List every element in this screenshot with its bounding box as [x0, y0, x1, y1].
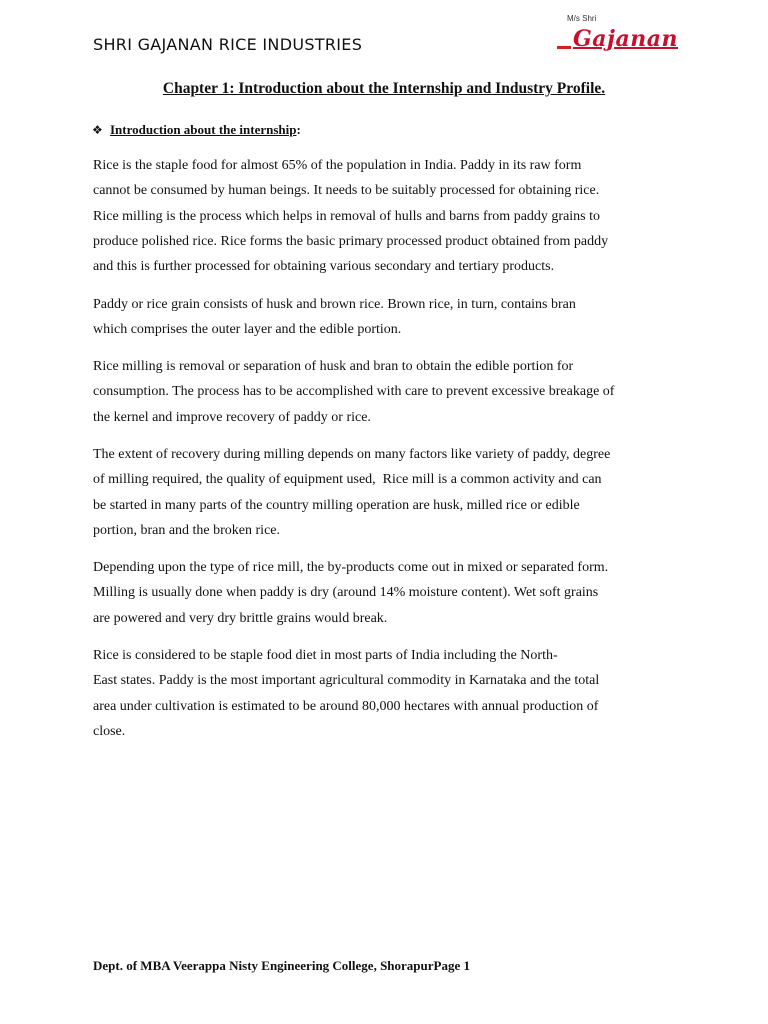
company-logo: [555, 4, 679, 60]
paragraph-line: be started in many parts of the country milling operation are husk, milled rice or edible: [93, 497, 580, 513]
paragraph-line: Paddy or rice grain consists of husk and brown rice. Brown rice, in turn, contains bran: [93, 297, 576, 312]
paragraph-line: consumption. The process has to be accomplished with care to prevent excessive breakage of: [93, 384, 615, 400]
paragraph-line: of milling required, the quality of equipment used, Rice mill is a common activity and can: [93, 472, 602, 488]
chapter-title: Chapter 1: Introduction about the Internship and Industry Profile.: [162, 80, 606, 97]
paragraph-6: [93, 643, 683, 744]
paragraph-line: Rice milling is removal or separation of husk and bran to obtain the edible portion for: [93, 359, 574, 374]
paragraph-line: Depending upon the type of rice mill, the by-products come out in mixed or separated form.: [93, 560, 609, 575]
section-heading: [92, 122, 301, 138]
page-footer: Dept. of MBA Veerappa Nisty Engineering College, ShorapurPage 1: [93, 958, 470, 973]
paragraph-line: Milling is usually done when paddy is dry (around 14% moisture content). Wet soft grains: [93, 585, 599, 601]
logo-dash: [557, 46, 571, 49]
logo-prefix: M/s Shri: [567, 14, 597, 23]
paragraph-line: the kernel and improve recovery of paddy or rice.: [93, 409, 371, 425]
paragraph-line: are powered and very dry brittle grains would break.: [93, 610, 388, 626]
paragraph-line: Rice is considered to be staple food diet in most parts of India including the North-: [93, 648, 558, 663]
diamond-bullet-icon: ❖: [92, 123, 103, 137]
paragraph-line: cannot be consumed by human beings. It needs to be suitably processed for obtaining rice.: [93, 183, 600, 199]
paragraph-1: [93, 153, 683, 279]
paragraph-line: portion, bran and the broken rice.: [93, 522, 280, 538]
logo-wordmark: Gajanan: [573, 26, 679, 52]
paragraph-4: [93, 442, 683, 543]
paragraph-line: East states. Paddy is the most important agricultural commodity in Karnataka and the total: [93, 673, 600, 689]
paragraph-2: [93, 292, 683, 343]
paragraph-line: close.: [93, 723, 126, 739]
section-heading-colon: :: [296, 122, 301, 137]
header-company-name: SHRI GAJANAN RICE INDUSTRIES: [93, 35, 363, 54]
paragraph-line: produce polished rice. Rice forms the basic primary processed product obtained from paddy: [93, 233, 609, 249]
paragraph-3: [93, 354, 683, 430]
paragraph-line: and this is further processed for obtaining various secondary and tertiary products.: [93, 259, 555, 275]
paragraph-line: The extent of recovery during milling depends on many factors like variety of paddy, degree: [93, 447, 611, 462]
paragraph-line: Rice milling is the process which helps in removal of hulls and barns from paddy grains to: [93, 208, 601, 224]
paragraph-line: which comprises the outer layer and the edible portion.: [93, 322, 402, 338]
section-heading-text: Introduction about the internship: [110, 122, 297, 137]
paragraph-line: area under cultivation is estimated to be around 80,000 hectares with annual production of: [93, 698, 599, 714]
paragraph-line: Rice is the staple food for almost 65% of the population in India. Paddy in its raw form: [93, 158, 582, 173]
paragraph-5: [93, 555, 683, 631]
